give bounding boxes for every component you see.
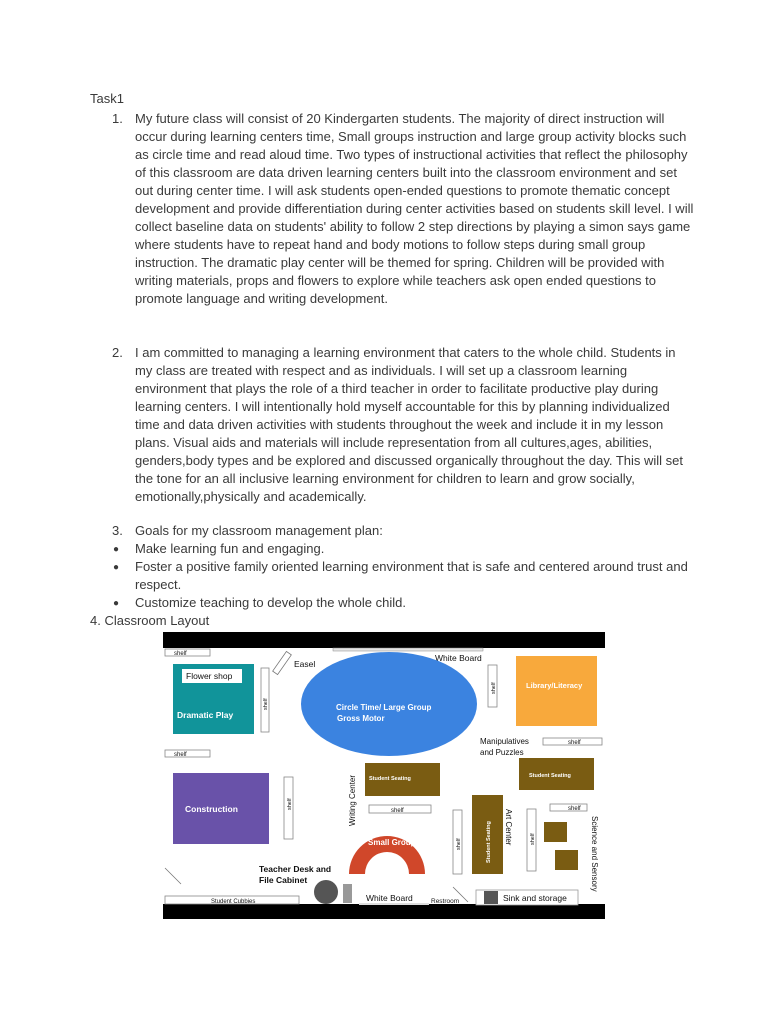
shelf-label: shelf <box>391 808 404 814</box>
shelf-label: shelf <box>530 833 536 845</box>
bottom-wall-bar <box>163 904 605 919</box>
bullet-dot: ● <box>113 598 120 609</box>
shelf-label: shelf <box>263 698 269 710</box>
student-cubbies-label: Student Cubbies <box>211 899 256 905</box>
shelf-label: shelf <box>174 752 187 758</box>
student-seating-label: Student Seating <box>369 776 411 782</box>
shelf-top-left <box>165 649 210 656</box>
layout-heading: 4. Classroom Layout <box>90 613 210 628</box>
easel-label: Easel <box>294 659 316 669</box>
classroom-layout-map <box>163 632 605 919</box>
circle-time-label-1: Circle Time/ Large Group <box>336 703 432 712</box>
teacher-desk-label-1: Teacher Desk and <box>259 864 332 874</box>
shelf-label: shelf <box>568 740 581 746</box>
shelf-left-middle <box>165 750 210 757</box>
white-board-top-line <box>333 648 483 651</box>
shelf-label: shelf <box>174 651 187 657</box>
teacher-desk-label-2: File Cabinet <box>259 875 308 885</box>
dramatic-play-label: Dramatic Play <box>177 710 234 720</box>
flower-shop-label: Flower shop <box>186 671 233 681</box>
item-2-text: I am committed to managing a learning environment that caters to the whole child. Students in my class are treated with respect and as individuals. I will set up a classroom learning environment that plays the role of a third teacher in order to facilitate productive play during learning centers. I will intentionally hold myself accountable for this by planning individualized time and data driven activities with students throughout the week and include it in my lesson plans. Visual aids and materials will include representation from all cultures,ages, abilities, genders,body types and be explored and discussed organically throughout the day. This will set the tone for an all inclusive learning environment for children to learn and grow socially, emotionally,physically and academically. <box>135 345 684 504</box>
bullet-3-text: Customize teaching to develop the whole child. <box>135 595 406 610</box>
sink-icon <box>484 891 498 904</box>
shelf-label: shelf <box>456 838 462 850</box>
manipulatives-label-1: Manipulatives <box>480 737 529 746</box>
shelf-label: shelf <box>491 682 497 694</box>
white-board-bottom-line <box>359 903 429 905</box>
item-3-text: Goals for my classroom management plan: <box>135 523 383 538</box>
white-board-top-label: White Board <box>435 653 482 663</box>
restroom-label: Restroom <box>431 898 460 905</box>
item-1-number: 1. <box>112 111 123 126</box>
sink-storage-label: Sink and storage <box>503 893 567 903</box>
item-1-text: My future class will consist of 20 Kindergarten students. The majority of direct instruction will occur during learning centers time, Small groups instruction and large group activity blocks such as circle time and read aloud time. Two types of instructional activities that reflect the philosophy of this classroom are data driven learning centers built into the classroom environment and set out during center time. I will ask students open-ended questions to promote thematic concept development and provide differentiation during center activities based on students skill level. I will collect baseline data on students' ability to follow 2 step directions by playing a simon says game where students have to repeat hand and body motions to follow steps during small group instruction. The dramatic play center will be themed for spring. Children will be provided with writing materials, props and flowers to explore while teachers ask open ended questions to promote language and writing development. <box>135 111 694 306</box>
art-center-label: Art Center <box>504 809 513 846</box>
shelf-label: shelf <box>287 798 293 810</box>
teacher-desk <box>314 880 338 904</box>
student-seating-label: Student Seating <box>486 821 492 863</box>
student-seating-label: Student Seating <box>529 773 571 779</box>
shelf-label: shelf <box>568 806 581 812</box>
white-board-bottom-label: White Board <box>366 893 413 903</box>
circle-time-label-2: Gross Motor <box>337 714 385 723</box>
bullet-1-text: Make learning fun and engaging. <box>135 541 325 556</box>
writing-center-label: Writing Center <box>348 775 357 826</box>
science-sensory-label: Science and Sensory <box>590 816 599 892</box>
item-3-number: 3. <box>112 523 123 538</box>
bullet-2-text: Foster a positive family oriented learning environment that is safe and centered around trust and respect. <box>135 559 688 592</box>
file-cabinet <box>343 884 352 903</box>
task-title: Task1 <box>90 91 124 106</box>
library-label: Library/Literacy <box>526 681 583 690</box>
top-wall-bar <box>163 632 605 648</box>
bullet-dot: ● <box>113 544 120 555</box>
library-area <box>516 656 597 726</box>
science-table-2 <box>555 850 578 870</box>
bullet-dot: ● <box>113 562 120 573</box>
construction-label: Construction <box>185 804 238 814</box>
small-group-label: Small Group <box>368 838 416 847</box>
item-2-number: 2. <box>112 345 123 360</box>
manipulatives-label-2: and Puzzles <box>480 748 524 757</box>
science-table-1 <box>544 822 567 842</box>
